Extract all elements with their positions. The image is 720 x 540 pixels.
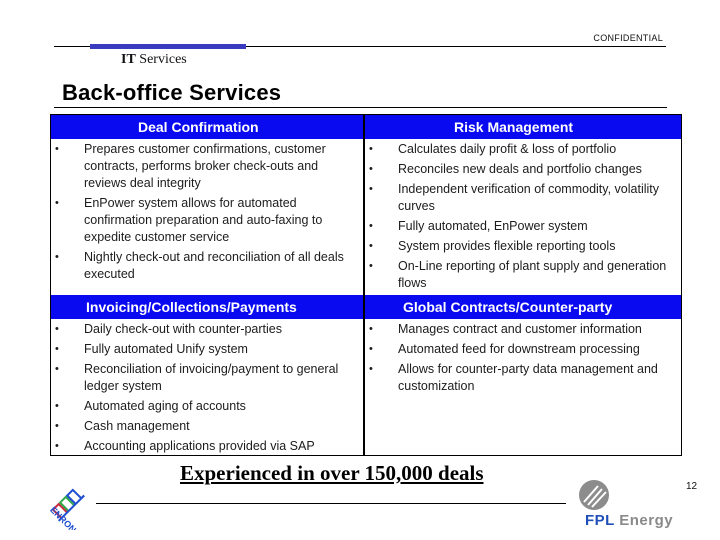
deal-confirmation-list xyxy=(51,141,361,286)
list-item xyxy=(365,181,681,215)
bullet-icon: • xyxy=(369,143,373,155)
list-item xyxy=(51,341,361,358)
global-contracts-list xyxy=(365,321,681,398)
risk-management-header xyxy=(365,115,681,139)
list-item xyxy=(365,258,681,292)
fpl-energy-logo xyxy=(570,478,685,534)
list-item-text: System provides flexible reporting tools xyxy=(398,239,616,253)
fpl-energy-wordmark xyxy=(585,512,673,529)
energy-text: Energy xyxy=(619,512,674,529)
enron-logo-icon xyxy=(44,478,96,530)
list-item xyxy=(51,438,361,455)
list-item xyxy=(51,398,361,415)
section-label-rest: Services xyxy=(135,52,187,67)
bullet-icon: • xyxy=(55,420,59,432)
list-item-text: Automated aging of accounts xyxy=(84,399,246,413)
bullet-icon: • xyxy=(369,240,373,252)
list-item xyxy=(365,161,681,178)
list-item-text: Fully automated Unify system xyxy=(84,342,248,356)
fpl-text: FPL xyxy=(585,512,615,529)
deal-confirmation-title: Deal Confirmation xyxy=(138,119,259,135)
list-item xyxy=(51,249,361,283)
list-item xyxy=(51,361,361,395)
invoicing-list xyxy=(51,321,361,458)
list-item-text: Fully automated, EnPower system xyxy=(398,219,588,233)
bullet-icon: • xyxy=(369,323,373,335)
bullet-icon: • xyxy=(369,163,373,175)
list-item-text: Independent verification of commodity, volatility curves xyxy=(398,182,660,213)
list-item-text: Automated feed for downstream processing xyxy=(398,342,640,356)
bullet-icon: • xyxy=(55,143,59,155)
svg-text:ENRON: ENRON xyxy=(48,504,79,530)
bullet-icon: • xyxy=(55,440,59,452)
fpl-globe-icon xyxy=(576,478,616,512)
list-item-text: Reconciles new deals and portfolio changes xyxy=(398,162,642,176)
bullet-icon: • xyxy=(369,183,373,195)
list-item xyxy=(365,141,681,158)
deal-confirmation-header xyxy=(51,115,363,139)
list-item-text: Cash management xyxy=(84,419,190,433)
list-item xyxy=(365,361,681,395)
section-label-strong: IT xyxy=(121,52,136,67)
list-item xyxy=(51,141,361,192)
page-title: Back-office Services xyxy=(62,80,282,105)
bullet-icon: • xyxy=(55,197,59,209)
list-item-text: Reconciliation of invoicing/payment to general ledger system xyxy=(84,362,339,393)
page-number: 12 xyxy=(686,481,698,492)
list-item-text: Accounting applications provided via SAP xyxy=(84,439,315,453)
list-item xyxy=(365,321,681,338)
list-item xyxy=(365,238,681,255)
list-item xyxy=(365,218,681,235)
enron-logo xyxy=(44,478,96,530)
section-label xyxy=(121,52,187,68)
list-item-text: Daily check-out with counter-parties xyxy=(84,322,282,336)
invoicing-title: Invoicing/Collections/Payments xyxy=(86,299,297,315)
list-item-text: Calculates daily profit & loss of portfolio xyxy=(398,142,617,156)
list-item xyxy=(365,341,681,358)
bullet-icon: • xyxy=(369,343,373,355)
accent-bar xyxy=(90,44,246,49)
tagline: Experienced in over 150,000 deals xyxy=(180,461,484,485)
list-item-text: EnPower system allows for automated confirmation preparation and auto-faxing to expedite customer service xyxy=(84,196,323,244)
global-contracts-title: Global Contracts/Counter-party xyxy=(403,299,613,315)
bullet-icon: • xyxy=(369,260,373,272)
list-item xyxy=(51,418,361,435)
bullet-icon: • xyxy=(55,251,59,263)
risk-management-list xyxy=(365,141,681,295)
bottom-rule xyxy=(96,503,566,504)
bullet-icon: • xyxy=(55,363,59,375)
bullet-icon: • xyxy=(55,343,59,355)
confidential-label: CONFIDENTIAL xyxy=(593,33,663,43)
bullet-icon: • xyxy=(369,363,373,375)
list-item-text: Nightly check-out and reconciliation of all deals executed xyxy=(84,250,344,281)
bullet-icon: • xyxy=(55,400,59,412)
risk-management-title: Risk Management xyxy=(454,119,574,135)
list-item-text: Manages contract and customer information xyxy=(398,322,642,336)
list-item-text: Allows for counter-party data management and customization xyxy=(398,362,658,393)
title-rule xyxy=(54,107,667,108)
list-item-text: On-Line reporting of plant supply and generation flows xyxy=(398,259,667,290)
bullet-icon: • xyxy=(55,323,59,335)
global-contracts-header xyxy=(365,295,681,319)
invoicing-header xyxy=(51,295,363,319)
list-item xyxy=(51,321,361,338)
bullet-icon: • xyxy=(369,220,373,232)
top-rule-right xyxy=(245,46,666,47)
list-item xyxy=(51,195,361,246)
list-item-text: Prepares customer confirmations, customer contracts, performs broker check-outs and reviews deal integrity xyxy=(84,142,326,190)
